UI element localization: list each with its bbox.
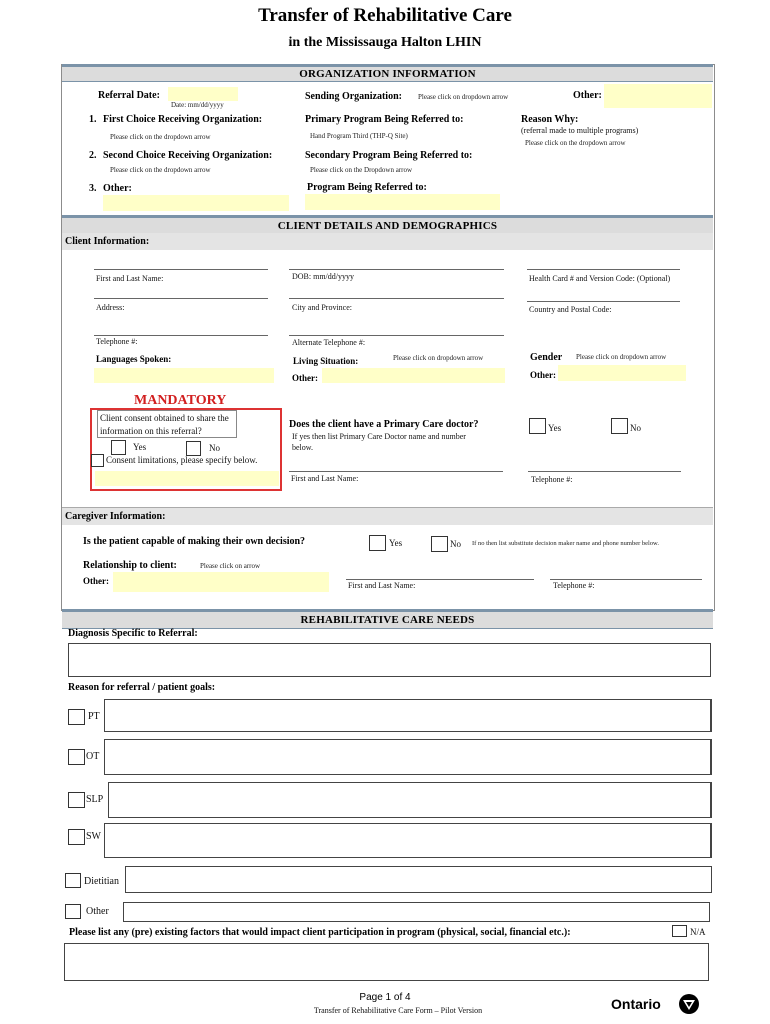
relationship-other-label: Other: — [83, 576, 109, 586]
pc-tel-line — [528, 471, 681, 472]
country-input[interactable] — [527, 288, 680, 300]
consent-limit-label: Consent limitations, please specify below. — [106, 455, 258, 465]
capable-yes-label: Yes — [389, 538, 403, 548]
health-card-line — [527, 269, 680, 270]
primary-care-question: Does the client have a Primary Care doctor? — [289, 419, 479, 430]
name-input[interactable] — [94, 256, 268, 268]
referral-date-hint: Date: mm/dd/yyyy — [171, 101, 224, 109]
form-name-footer: Transfer of Rehabilitative Care Form – Pilot Version — [313, 1006, 483, 1015]
program-referred-field[interactable] — [305, 194, 500, 210]
living-situation-label: Living Situation: — [293, 356, 359, 366]
gender-other-field[interactable] — [558, 365, 686, 381]
org-other-label: Other: — [573, 90, 602, 101]
diagnosis-label: Diagnosis Specific to Referral: — [68, 628, 198, 639]
name-label: First and Last Name: — [96, 274, 164, 283]
consent-text-1: Client consent obtained to share the — [100, 413, 229, 423]
factors-field[interactable] — [64, 943, 709, 981]
telephone-input[interactable] — [94, 322, 268, 334]
living-other-field[interactable] — [322, 368, 505, 383]
form-title: Transfer of Rehabilitative Care — [258, 5, 512, 26]
first-choice-label: First Choice Receiving Organization: — [103, 114, 263, 125]
pt-label: PT — [88, 711, 100, 722]
program-referred-label: Program Being Referred to: — [307, 182, 427, 193]
living-other-label: Other: — [292, 373, 318, 383]
sw-checkbox[interactable] — [68, 829, 85, 845]
na-label: N/A — [690, 927, 706, 937]
org-section-header: ORGANIZATION INFORMATION — [62, 64, 713, 82]
name-line — [94, 269, 268, 270]
consent-no-checkbox[interactable] — [186, 441, 201, 456]
pt-checkbox[interactable] — [68, 709, 85, 725]
gender-dropdown[interactable]: Please click on dropdown arrow — [576, 353, 667, 361]
other-discipline-field[interactable] — [123, 902, 710, 922]
reason-why-dropdown[interactable]: Please click on the dropdown arrow — [525, 139, 626, 147]
address-label: Address: — [96, 303, 125, 312]
dietitian-goals-field[interactable] — [125, 866, 712, 893]
consent-no-label: No — [209, 443, 220, 453]
second-choice-label: Second Choice Receiving Organization: — [103, 150, 273, 161]
primary-care-no-label: No — [630, 423, 641, 433]
ot-goals-field[interactable] — [104, 739, 712, 775]
relationship-dropdown[interactable]: Please click on arrow — [200, 562, 261, 570]
consent-yes-label: Yes — [133, 442, 147, 452]
other-org-number: 3. — [89, 183, 97, 194]
caregiver-tel-input[interactable] — [550, 566, 702, 578]
second-choice-dropdown[interactable]: Please click on the dropdown arrow — [110, 166, 211, 174]
relationship-other-field[interactable] — [113, 572, 329, 592]
factors-label: Please list any (pre) existing factors that would impact client participation in program (physical, social, financial etc.): — [69, 927, 571, 938]
gender-other-label: Other: — [530, 370, 556, 380]
city-input[interactable] — [289, 286, 504, 297]
caregiver-name-input[interactable] — [346, 566, 534, 578]
reason-label: Reason for referral / patient goals: — [68, 682, 216, 693]
capable-no-hint: If no then list substitute decision maker name and phone number below. — [472, 540, 659, 547]
caregiver-tel-label: Telephone #: — [553, 581, 595, 590]
consent-yes-checkbox[interactable] — [111, 440, 126, 455]
dob-input[interactable] — [289, 256, 504, 268]
referral-date-label: Referral Date: — [98, 90, 160, 101]
other-org-field[interactable] — [103, 195, 289, 211]
living-situation-dropdown[interactable]: Please click on dropdown arrow — [393, 354, 484, 362]
sending-org-dropdown[interactable]: Please click on dropdown arrow — [418, 93, 509, 101]
consent-limit-checkbox[interactable] — [91, 454, 104, 467]
secondary-program-dropdown[interactable]: Please click on the Dropdown arrow — [310, 166, 413, 174]
country-line — [527, 301, 680, 302]
first-choice-number: 1. — [89, 114, 97, 125]
page-number: Page 1 of 4 — [359, 992, 411, 1003]
form-subtitle: in the Mississauga Halton LHIN — [288, 35, 482, 50]
rehab-section-header: REHABILITATIVE CARE NEEDS — [62, 609, 713, 629]
telephone-line — [94, 335, 268, 336]
capable-no-label: No — [450, 539, 461, 549]
primary-care-yes-label: Yes — [548, 423, 562, 433]
ot-label: OT — [86, 751, 100, 762]
country-label: Country and Postal Code: — [529, 305, 612, 314]
client-section-header: CLIENT DETAILS AND DEMOGRAPHICS — [62, 215, 713, 236]
second-choice-number: 2. — [89, 150, 97, 161]
health-card-input[interactable] — [527, 256, 680, 268]
reason-why-label: Reason Why: — [521, 114, 579, 125]
na-checkbox[interactable] — [672, 925, 687, 937]
capable-question: Is the patient capable of making their own decision? — [83, 536, 306, 547]
secondary-program-label: Secondary Program Being Referred to: — [305, 150, 473, 161]
other-discipline-label: Other — [86, 906, 109, 917]
ot-checkbox[interactable] — [68, 749, 85, 765]
pc-tel-label: Telephone #: — [531, 475, 573, 484]
capable-no-checkbox[interactable] — [431, 536, 448, 552]
primary-care-hint-2: below. — [292, 443, 314, 452]
pc-tel-input[interactable] — [528, 458, 681, 470]
address-line — [94, 298, 268, 299]
caregiver-tel-line — [550, 579, 702, 580]
primary-program-label: Primary Program Being Referred to: — [305, 114, 464, 125]
reason-why-sub: (referral made to multiple programs) — [521, 126, 639, 135]
diagnosis-field[interactable] — [68, 643, 711, 677]
dietitian-label: Dietitian — [84, 876, 119, 887]
sending-org-label: Sending Organization: — [305, 91, 402, 102]
primary-care-no-checkbox[interactable] — [611, 418, 628, 434]
capable-yes-checkbox[interactable] — [369, 535, 386, 551]
alt-telephone-label: Alternate Telephone #: — [292, 338, 366, 347]
pt-goals-field[interactable] — [104, 699, 712, 732]
alt-telephone-line — [289, 335, 504, 336]
consent-text-2: information on this referral? — [100, 426, 202, 436]
first-choice-dropdown[interactable]: Please click on the dropdown arrow — [110, 133, 211, 141]
pc-name-input[interactable] — [289, 458, 503, 470]
caregiver-section-label: Caregiver Information: — [62, 507, 713, 525]
telephone-label: Telephone #: — [96, 337, 138, 346]
city-label: City and Province: — [292, 303, 352, 312]
client-info-label: Client Information: — [62, 233, 713, 250]
gender-label: Gender — [530, 352, 563, 363]
dob-label: DOB: mm/dd/yyyy — [292, 272, 355, 281]
health-card-label: Health Card # and Version Code: (Optional) — [529, 274, 671, 283]
primary-program-dropdown[interactable]: Hand Program Third (THP-Q Site) — [310, 132, 408, 140]
relationship-label: Relationship to client: — [83, 560, 177, 571]
primary-care-hint-1: If yes then list Primary Care Doctor name and number — [292, 432, 466, 441]
dob-line — [289, 269, 504, 270]
slp-goals-field[interactable] — [108, 782, 712, 818]
sw-label: SW — [86, 831, 101, 842]
consent-limit-field[interactable] — [95, 471, 279, 486]
dietitian-checkbox[interactable] — [65, 873, 81, 888]
other-discipline-checkbox[interactable] — [65, 904, 81, 919]
other-org-label: Other: — [103, 183, 132, 194]
referral-date-field[interactable] — [168, 87, 238, 101]
org-other-field[interactable] — [604, 84, 712, 108]
sw-goals-field[interactable] — [104, 823, 712, 858]
languages-label: Languages Spoken: — [96, 354, 172, 364]
caregiver-name-label: First and Last Name: — [348, 581, 416, 590]
pc-name-line — [289, 471, 503, 472]
mandatory-label: MANDATORY — [134, 393, 227, 408]
slp-label: SLP — [86, 794, 104, 805]
address-input[interactable] — [94, 286, 268, 297]
pc-name-label: First and Last Name: — [291, 474, 359, 483]
city-line — [289, 298, 504, 299]
ontario-trillium-icon — [678, 993, 700, 1015]
primary-care-yes-checkbox[interactable] — [529, 418, 546, 434]
caregiver-name-line — [346, 579, 534, 580]
slp-checkbox[interactable] — [68, 792, 85, 808]
languages-field[interactable] — [94, 368, 274, 383]
alt-telephone-input[interactable] — [289, 322, 504, 334]
ontario-logo-text: Ontario — [611, 996, 661, 1012]
